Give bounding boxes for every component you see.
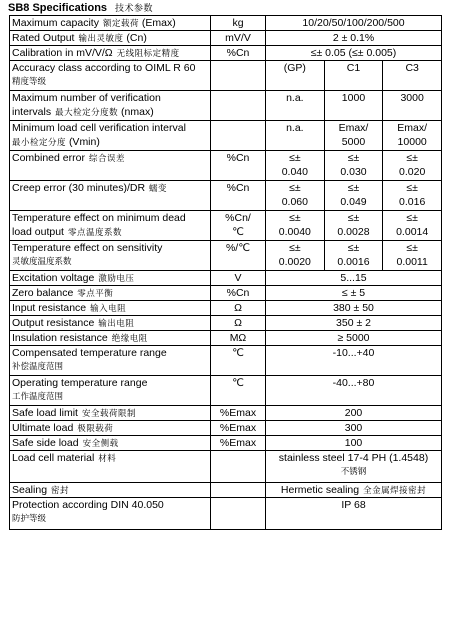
value-cell: Hermetic sealing 全金属焊接密封 (266, 483, 442, 498)
value-gp: (GP) (266, 61, 325, 91)
param-label: Combined error 综合误差 (10, 151, 211, 181)
param-label: Maximum number of verification intervals 最大检定分度数 (nmax) (10, 91, 211, 121)
param-label: Temperature effect on minimum dead load output 零点温度系数 (10, 211, 211, 241)
row-sealing (10, 483, 442, 498)
page-title (8, 1, 153, 14)
value-gp: ≤± 0.0040 (266, 211, 325, 241)
value-cell: -40...+80 (266, 376, 442, 406)
row-combined-error (10, 151, 442, 181)
value-cell: 300 (266, 421, 442, 436)
value-c1: 1000 (324, 91, 383, 121)
param-label: Load cell material 材料 (10, 451, 211, 483)
unit-cell: MΩ (211, 331, 266, 346)
row-min-interval (10, 121, 442, 151)
param-label: Minimum load cell verification interval 最小检定分度 (Vmin) (10, 121, 211, 151)
unit-cell (211, 483, 266, 498)
row-temp-min-dead (10, 211, 442, 241)
unit-cell: ℃ (211, 346, 266, 376)
value-cell: ≥ 5000 (266, 331, 442, 346)
value-c1: ≤± 0.0016 (324, 241, 383, 271)
param-label: Compensated temperature range 补偿温度范围 (10, 346, 211, 376)
row-zero-balance (10, 286, 442, 301)
value-gp: ≤± 0.060 (266, 181, 325, 211)
row-creep-error (10, 181, 442, 211)
param-label: Rated Output 输出灵敏度 (Cn) (10, 31, 211, 46)
row-ultimate-load (10, 421, 442, 436)
value-cell: ≤ ± 5 (266, 286, 442, 301)
value-c1: ≤± 0.0028 (324, 211, 383, 241)
param-label: Maximum capacity 额定载荷 (Emax) (10, 16, 211, 31)
row-oper-temp (10, 376, 442, 406)
unit-cell: Ω (211, 301, 266, 316)
row-input-resistance (10, 301, 442, 316)
unit-cell: %Emax (211, 406, 266, 421)
param-label: Calibration in mV/V/Ω 无线阻标定精度 (10, 46, 211, 61)
value-gp: n.a. (266, 91, 325, 121)
param-label: Safe side load 安全侧载 (10, 436, 211, 451)
value-c1: C1 (324, 61, 383, 91)
value-c1: ≤± 0.049 (324, 181, 383, 211)
unit-cell: %Cn (211, 151, 266, 181)
unit-cell: %Cn/ ℃ (211, 211, 266, 241)
spec-table (9, 15, 442, 530)
unit-cell: V (211, 271, 266, 286)
value-cell: 380 ± 50 (266, 301, 442, 316)
row-material (10, 451, 442, 483)
param-label: Input resistance 输入电阻 (10, 301, 211, 316)
value-cell: 100 (266, 436, 442, 451)
value-c3: 3000 (383, 91, 442, 121)
param-label: Accuracy class according to OIML R 60 精度等级 (10, 61, 211, 91)
value-gp: n.a. (266, 121, 325, 151)
value-c3: C3 (383, 61, 442, 91)
unit-cell (211, 61, 266, 91)
value-cell: -10...+40 (266, 346, 442, 376)
unit-cell: %Cn (211, 286, 266, 301)
row-excitation (10, 271, 442, 286)
unit-cell: %/℃ (211, 241, 266, 271)
value-c3: Emax/ 10000 (383, 121, 442, 151)
unit-cell (211, 91, 266, 121)
unit-cell: %Emax (211, 436, 266, 451)
param-label: Protection according DIN 40.050 防护等级 (10, 498, 211, 530)
value-c3: ≤± 0.016 (383, 181, 442, 211)
value-gp: ≤± 0.040 (266, 151, 325, 181)
unit-cell: mV/V (211, 31, 266, 46)
title-en: SB8 Specifications (8, 2, 108, 14)
param-label: Zero balance 零点平衡 (10, 286, 211, 301)
value-cell: 200 (266, 406, 442, 421)
unit-cell (211, 121, 266, 151)
param-label: Safe load limit 安全载荷限制 (10, 406, 211, 421)
param-label: Excitation voltage 激励电压 (10, 271, 211, 286)
row-safe-load (10, 406, 442, 421)
param-label: Ultimate load 极限载荷 (10, 421, 211, 436)
value-cell: 10/20/50/100/200/500 (266, 16, 442, 31)
param-label: Insulation resistance 绝缘电阻 (10, 331, 211, 346)
value-cell: ≤± 0.05 (≤± 0.005) (266, 46, 442, 61)
param-label: Operating temperature range 工作温度范围 (10, 376, 211, 406)
title-cn: 技术参数 (115, 3, 154, 13)
row-output-resistance (10, 316, 442, 331)
unit-cell: %Cn (211, 181, 266, 211)
param-label: Sealing 密封 (10, 483, 211, 498)
value-c3: ≤± 0.0011 (383, 241, 442, 271)
value-c3: ≤± 0.0014 (383, 211, 442, 241)
value-gp: ≤± 0.0020 (266, 241, 325, 271)
row-max-intervals (10, 91, 442, 121)
row-comp-temp (10, 346, 442, 376)
row-accuracy-class (10, 61, 442, 91)
row-calibration (10, 46, 442, 61)
row-rated-output (10, 31, 442, 46)
unit-cell (211, 451, 266, 483)
unit-cell (211, 498, 266, 530)
unit-cell: ℃ (211, 376, 266, 406)
value-cell: IP 68 (266, 498, 442, 530)
value-c3: ≤± 0.020 (383, 151, 442, 181)
param-label: Creep error (30 minutes)/DR 蠕变 (10, 181, 211, 211)
param-label: Output resistance 输出电阻 (10, 316, 211, 331)
value-cell: stainless steel 17-4 PH (1.4548) 不锈钢 (266, 451, 442, 483)
value-cell: 2 ± 0.1% (266, 31, 442, 46)
row-max-capacity (10, 16, 442, 31)
unit-cell: Ω (211, 316, 266, 331)
unit-cell: kg (211, 16, 266, 31)
value-cell: 350 ± 2 (266, 316, 442, 331)
row-insulation (10, 331, 442, 346)
value-c1: ≤± 0.030 (324, 151, 383, 181)
unit-cell: %Cn (211, 46, 266, 61)
param-label: Temperature effect on sensitivity 灵敏度温度系数 (10, 241, 211, 271)
row-safe-side-load (10, 436, 442, 451)
row-protection (10, 498, 442, 530)
value-cell: 5...15 (266, 271, 442, 286)
row-temp-sensitivity (10, 241, 442, 271)
value-c1: Emax/ 5000 (324, 121, 383, 151)
unit-cell: %Emax (211, 421, 266, 436)
